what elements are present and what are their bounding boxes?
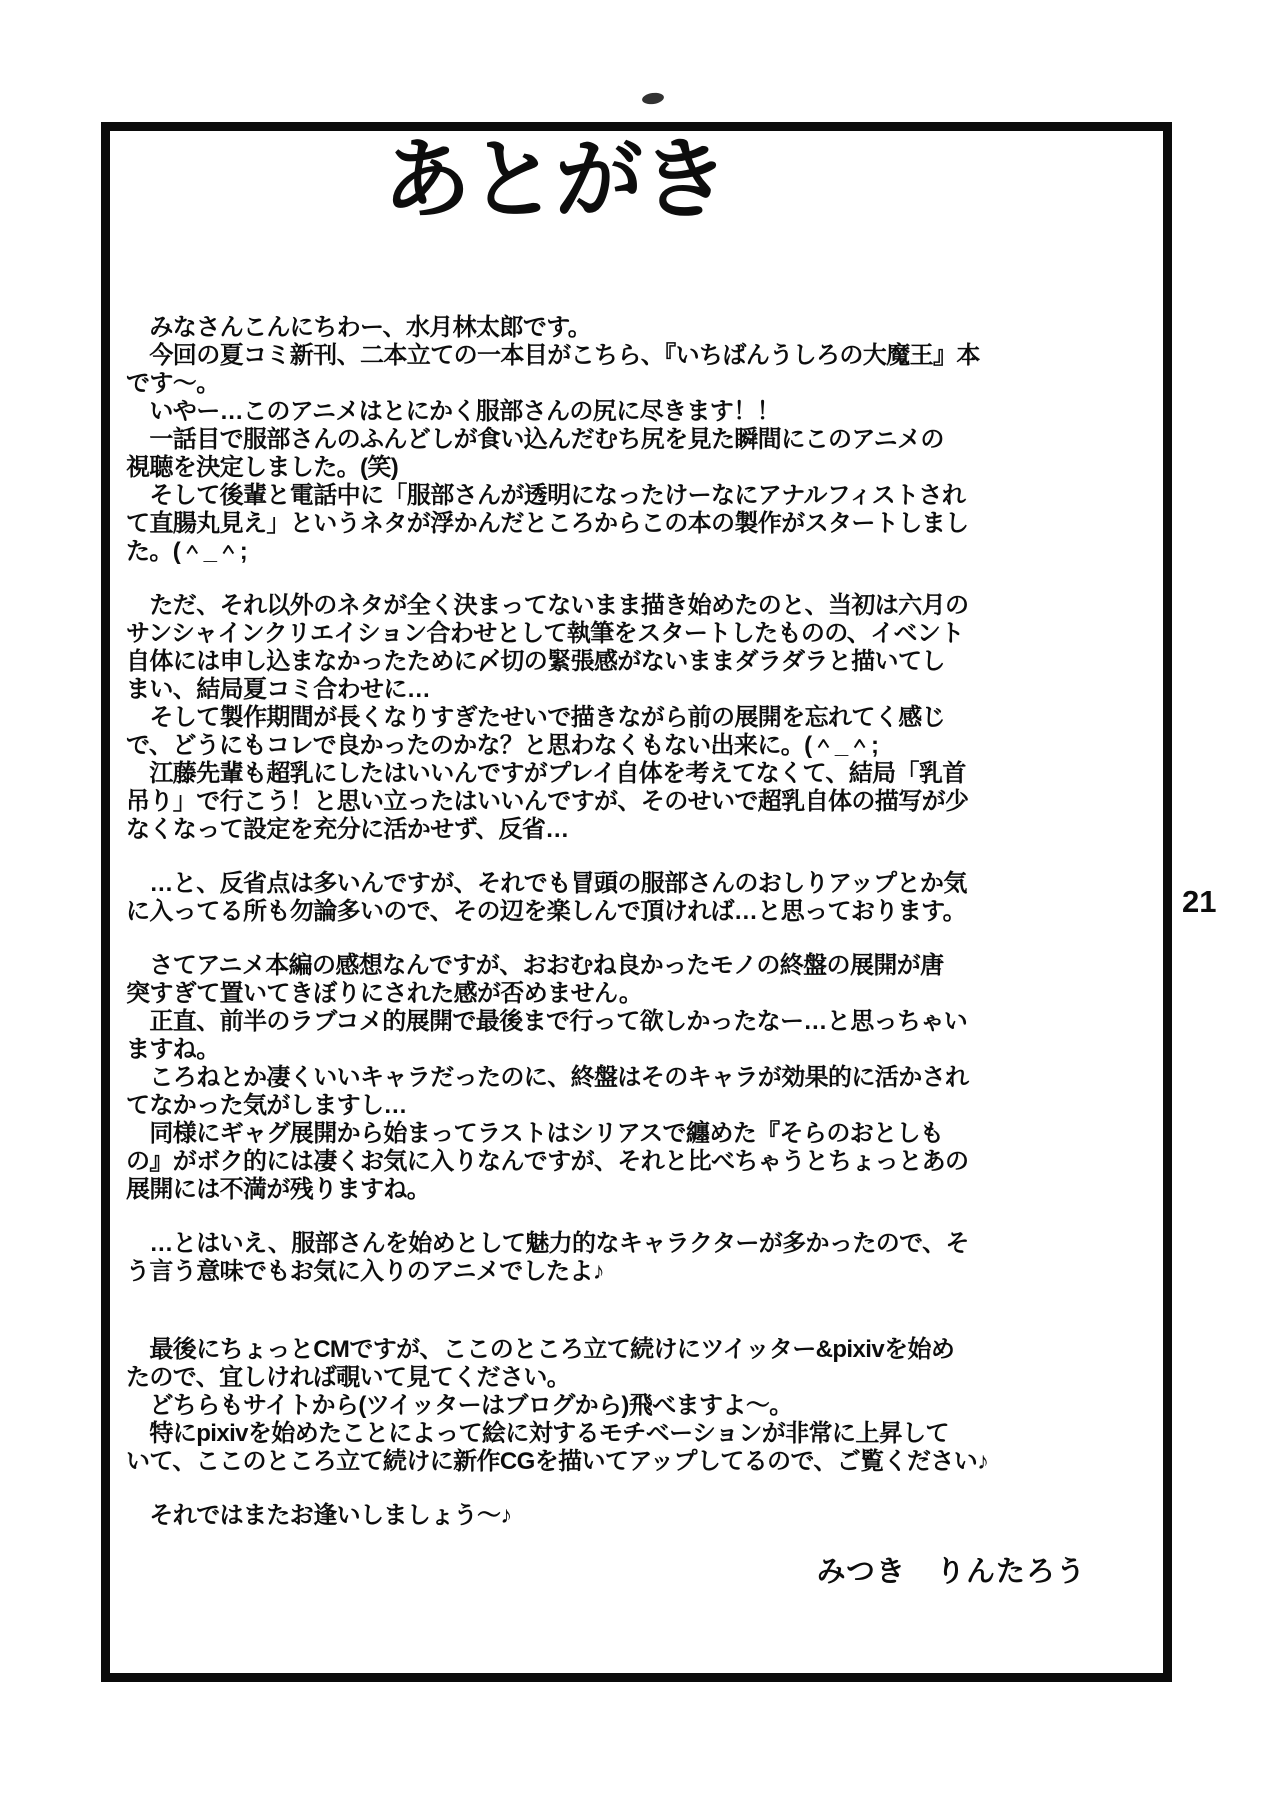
body-line: 展開には不満が残りますね。 bbox=[126, 1176, 431, 1203]
text-block bbox=[126, 870, 1086, 926]
body-line: 吊り」で行こう！と思い立ったはいいんですが、そのせいで超乳自体の描写が少 bbox=[126, 788, 969, 815]
text-block bbox=[126, 1336, 1086, 1476]
body-line: 同様にギャグ展開から始まってラストはシリアスで纏めた『そらのおとしも bbox=[126, 1120, 944, 1147]
body-line: 視聴を決定しました。(笑) bbox=[126, 454, 399, 481]
body-line: みなさんこんにちわー、水月林太郎です。 bbox=[126, 314, 592, 341]
ink-smudge bbox=[641, 92, 664, 106]
body-line: で、どうにもコレで良かったのかな？と思わなくもない出来に。(＾_＾; bbox=[126, 732, 879, 759]
body-line: ますね。 bbox=[126, 1036, 220, 1063]
body-line: そして後輩と電話中に「服部さんが透明になったけーなにアナルフィストされ bbox=[126, 482, 966, 509]
body-line: そして製作期間が長くなりすぎたせいで描きながら前の展開を忘れてく感じ bbox=[126, 704, 945, 731]
body-line: なくなって設定を充分に活かせず、反省… bbox=[126, 816, 569, 843]
body-line: 今回の夏コミ新刊、二本立ての一本目がこちら、『いちばんうしろの大魔王』本 bbox=[126, 342, 980, 369]
page-number: 21 bbox=[1182, 884, 1217, 919]
body-line: たので、宜しければ覗いて見てください。 bbox=[126, 1364, 571, 1391]
body-line: 一話目で服部さんのふんどしが食い込んだむち尻を見た瞬間にこのアニメの bbox=[126, 426, 944, 453]
body-line: 最後にちょっとCMですが、ここのところ立て続けにツイッター&pixivを始め bbox=[126, 1336, 955, 1363]
body-line: ただ、それ以外のネタが全く決まってないまま描き始めたのと、当初は六月の bbox=[126, 592, 969, 619]
body-line: それではまたお逢いしましょう～♪ bbox=[126, 1502, 512, 1529]
body-line: です～。 bbox=[126, 370, 220, 397]
body-line: う言う意味でもお気に入りのアニメでしたよ♪ bbox=[126, 1258, 605, 1285]
body-line: …とはいえ、服部さんを始めとして魅力的なキャラクターが多かったので、そ bbox=[126, 1230, 969, 1257]
body-line: て直腸丸見え」というネタが浮かんだところからこの本の製作がスタートしまし bbox=[126, 510, 969, 537]
body-line: …と、反省点は多いんですが、それでも冒頭の服部さんのおしりアップとか気 bbox=[126, 870, 967, 897]
body-line: 自体には申し込まなかったために〆切の緊張感がないままダラダラと描いてし bbox=[126, 648, 945, 675]
text-block bbox=[126, 1230, 1086, 1286]
signature: みつき りんたろう bbox=[816, 1556, 1086, 1588]
body-line: てなかった気がしますし… bbox=[126, 1092, 407, 1119]
text-block bbox=[126, 592, 1086, 844]
text-block bbox=[126, 952, 1086, 1204]
body-line: 特にpixivを始めたことによって絵に対するモチベーションが非常に上昇して bbox=[126, 1420, 949, 1447]
body-line: さてアニメ本編の感想なんですが、おおむね良かったモノの終盤の展開が唐 bbox=[126, 952, 944, 979]
body-line: に入ってる所も勿論多いので、その辺を楽しんで頂ければ…と思っております。 bbox=[126, 898, 966, 925]
text-block bbox=[126, 1502, 1086, 1530]
body-line: いて、ここのところ立て続けに新作CGを描いてアップしてるので、ご覧ください♪ bbox=[126, 1448, 989, 1475]
body-line: いやー…このアニメはとにかく服部さんの尻に尽きます！！ bbox=[126, 398, 780, 425]
body-line: 正直、前半のラブコメ的展開で最後まで行って欲しかったなー…と思っちゃい bbox=[126, 1008, 968, 1035]
text-block bbox=[126, 314, 1086, 566]
body-text bbox=[126, 314, 1086, 1530]
body-line: ころねとか凄くいいキャラだったのに、終盤はそのキャラが効果的に活かされ bbox=[126, 1064, 969, 1091]
body-line: の』がボク的には凄くお気に入りなんですが、それと比べちゃうとちょっとあの bbox=[126, 1148, 969, 1175]
page-title: あとがき bbox=[383, 130, 728, 229]
body-line: 突すぎて置いてきぼりにされた感が否めません。 bbox=[126, 980, 643, 1007]
body-line: た。(＾_＾; bbox=[126, 538, 248, 565]
body-line: どちらもサイトから(ツイッターはブログから)飛べますよ～。 bbox=[126, 1392, 793, 1419]
body-line: サンシャインクリエイション合わせとして執筆をスタートしたものの、イベント bbox=[126, 620, 964, 647]
body-line: まい、結局夏コミ合わせに… bbox=[126, 676, 431, 703]
body-line: 江藤先輩も超乳にしたはいいんですがプレイ自体を考えてなくて、結局「乳首 bbox=[126, 760, 966, 787]
